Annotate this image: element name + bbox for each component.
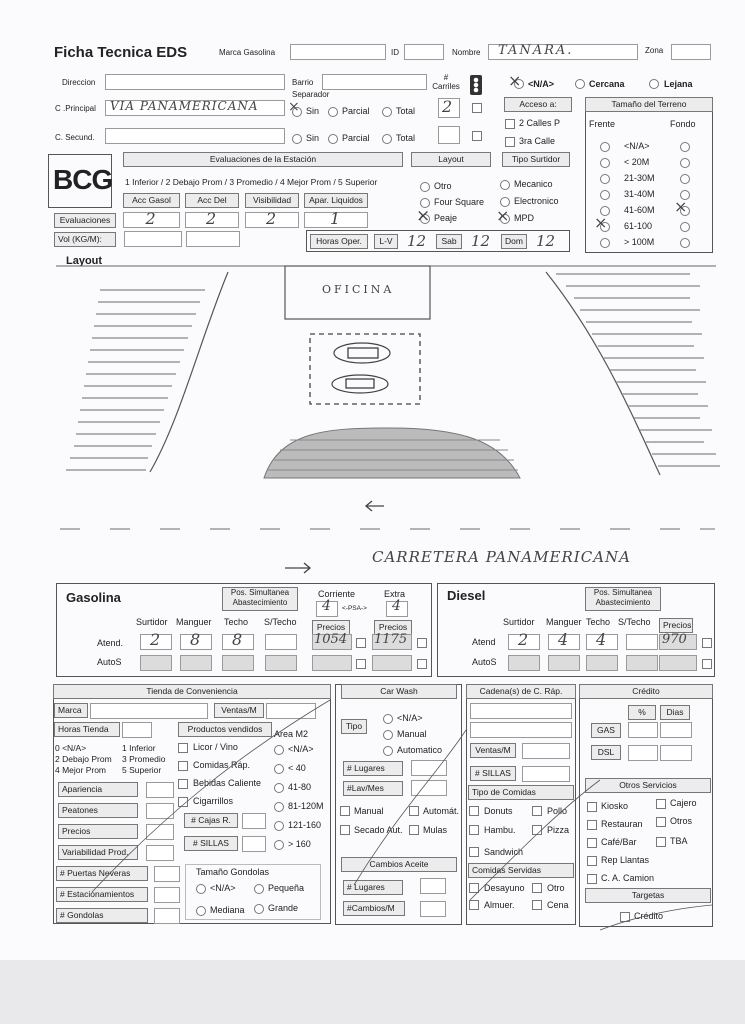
fondo-radio[interactable] [680,142,690,152]
almuer-label: Almuer. [484,900,515,910]
dom-value: 12 [536,232,556,250]
diesel-atend-value: 4 [558,630,569,649]
cprincipal-label: C .Principal [55,104,96,113]
carriles-label: # Carriles [432,73,460,91]
gasolina-column-header: Surtidor [136,617,168,627]
sec-total-radio[interactable] [382,134,392,144]
otros-label: Restauran [601,819,643,829]
diesel-autos-field[interactable] [586,655,618,671]
separador-sin-mark: × [288,99,300,115]
otro-label: Otro [547,883,565,893]
gasolina-autos-field[interactable] [140,655,172,671]
evaluaciones-title: Evaluaciones de la Estación [123,152,403,167]
terreno-option-label: 61-100 [624,221,653,231]
carwash-automat-check-label: Automát. [423,806,460,816]
gasolina-column-header: Manguer [176,617,212,627]
bcg-logo: BCG [53,164,113,195]
producto-label: Cigarrillos [193,796,234,806]
cambios-title: Cambios Aceite [341,857,457,872]
precio-corriente-check[interactable] [356,638,366,648]
autos-extra-check[interactable] [417,659,427,669]
gasolina-autos-field[interactable] [265,655,297,671]
carwash-auto-label: Automatico [397,745,443,755]
sketch-title: Layout [66,255,103,267]
otros-label: Rep Llantas [601,855,650,865]
gasolina-possim: Pos. Simultanea Abastecimiento [222,587,298,611]
frente-radio[interactable] [600,190,610,200]
otros-label: Kiosko [601,801,629,811]
area-label: > 160 [288,839,311,849]
gasolina-atend-value: 8 [190,630,201,649]
carwash-na-label: <N/A> [397,713,423,723]
carwash-manual-check-label: Manual [354,806,384,816]
extra-value: 4 [392,598,401,614]
marca-label: Marca Gasolina [219,48,276,57]
cprincipal-value: VIA PANAMERICANA [110,99,259,113]
separador-total-label: Total [396,106,416,116]
extra-label: Extra [384,589,406,599]
frente-radio[interactable] [600,174,610,184]
tienda-count-label: # Gondolas [56,908,148,923]
proximity-lejana-label: Lejana [664,79,693,89]
diesel-autos-check[interactable] [702,659,712,669]
otros-label: TBA [670,836,688,846]
diesel-column-header: S/Techo [618,617,651,627]
gasolina-precios-extra-label: Precios [374,620,412,635]
cadena-title: Cadena(s) de C. Ráp. [466,684,576,699]
marca-field[interactable] [290,44,386,60]
csecund-field[interactable] [105,128,285,144]
barrio-field[interactable] [322,74,427,90]
eval-value: 2 [206,209,217,228]
tienda-sillas-label: # SILLAS [184,836,238,851]
sec-parcial-radio[interactable] [328,134,338,144]
diesel-autos-label: AutoS [472,657,497,667]
surtidor-option-label: Electronico [514,196,559,206]
diesel-precio-value: 970 [662,632,687,647]
layout-label: Layout [411,152,491,167]
carwash-mulas-label: Mulas [423,825,448,835]
nombre-value: TANARA. [498,43,574,58]
tienda-eval-label: Variabilidad Prod. [58,845,138,860]
frente-radio[interactable] [600,238,610,248]
comidas-servidas-label: Comidas Servidas [468,863,574,878]
terreno-option-label: > 100M [624,237,655,247]
gondola-grande-label: Grande [268,903,299,913]
separador-parcial-label: Parcial [342,106,370,116]
terreno-option-label: < 20M [624,157,650,167]
fondo-mark: × [674,197,688,216]
layout-option-label: Otro [434,181,452,191]
gondola-na-label: <N/A> [210,883,236,893]
pen-strokes [0,680,745,980]
sab-value: 12 [471,232,491,250]
area-label: < 40 [288,763,306,773]
tipo-comidas-label: Tipo de Comidas [468,785,574,800]
terreno-option-label: 21-30M [624,173,655,183]
gasolina-atend-value: 2 [150,630,161,649]
carwash-lavmes-label: #Lav/Mes [343,781,403,796]
donuts-label: Donuts [484,806,513,816]
producto-label: Bebidas Caliente [193,778,262,788]
zona-field[interactable] [671,44,711,60]
barrio-label: Barrio [292,78,314,87]
tipo-surtidor-label: Tipo Surtidor [502,152,570,167]
eval-column-header: Acc Gasol [123,193,180,208]
area-label: 121-160 [288,820,322,830]
tienda-scale-item: 5 Superior [122,765,162,775]
diesel-possim: Pos. Simultanea Abastecimiento [585,587,661,611]
direccion-field[interactable] [105,74,285,90]
pct-label: % [628,705,656,720]
cambios-lugares-label: # Lugares [343,880,403,895]
sec-total-label: Total [396,133,416,143]
tienda-scale-item: 1 Inferior [122,743,156,753]
productos-label: Productos vendidos [178,722,272,737]
gas-label: GAS [591,723,621,738]
evaluaciones-row-label: Evaluaciones [54,213,116,228]
fondo-label: Fondo [670,119,696,129]
sandwich-label: Sandwich [484,847,524,857]
traffic-light-icon [469,74,483,96]
horas-tienda-label: Horas Tienda [54,722,120,737]
dias-label: Dias [660,705,690,720]
direccion-label: Direccion [62,78,96,87]
proximity-na-mark: × [508,71,522,90]
tienda-scale-item: 0 <N/A> [55,743,87,753]
eval-column-header: Visibilidad [245,193,299,208]
cadena-sillas-label: # SILLAS [470,766,516,781]
horas-label: Horas Oper. [310,234,368,249]
diesel-atend-value: 4 [596,630,607,649]
peaje-mark: × [416,206,431,226]
tercera-calle-label: 3ra Calle [519,136,556,146]
separador-total-radio[interactable] [382,107,392,117]
proximity-na-label: <N/A> [528,79,555,89]
terreno-option-label: 31-40M [624,189,655,199]
pollo-label: Pollo [547,806,568,816]
vol-field-2[interactable] [186,231,240,247]
credito-check-label: Crédito [634,911,664,921]
corriente-value: 4 [322,598,331,614]
producto-label: Licor / Vino [193,742,238,752]
station-sketch [0,250,745,580]
area-label: 81-120M [288,801,324,811]
tienda-count-label: # Puertas Neveras [56,866,148,881]
sec-sin-radio[interactable] [292,134,302,144]
separador-sin-label: Sin [306,106,320,116]
tienda-scale-item: 3 Promedio [122,754,166,764]
fondo-radio[interactable] [680,158,690,168]
proximity-cercana-label: Cercana [589,79,625,89]
carwash-secado-label: Secado Aut. [354,825,403,835]
sec-sin-label: Sin [306,133,320,143]
otros-label: Cajero [670,798,697,808]
gasolina-column-header: S/Techo [264,617,297,627]
lv-value: 12 [407,232,427,250]
credito-title: Crédito [579,684,713,699]
diesel-autos-precio-field[interactable] [659,655,697,671]
area-label: Area M2 [274,729,309,739]
diesel-autos-field[interactable] [508,655,540,671]
oficina-label: OFICINA [322,283,395,296]
diesel-column-header: Techo [586,617,611,627]
psa-label: <-PSA-> [342,605,367,612]
mpd-mark: × [496,206,510,225]
diesel-precios-label: Precios [659,618,693,633]
carretera-label: CARRETERA PANAMERICANA [372,548,631,566]
eval-value: 2 [266,209,277,228]
tienda-scale-item: 4 Mejor Prom [55,765,107,775]
id-field[interactable] [404,44,444,60]
otros-label: Otros [670,816,693,826]
tienda-count-label: # Estacionamientos [56,887,148,902]
diesel-column-header: Surtidor [503,617,535,627]
tienda-title: Tienda de Conveniencia [53,684,331,699]
targetas-title: Targetas [585,888,711,903]
precio-corriente-value: 1054 [314,632,348,647]
eval-value: 2 [145,209,156,228]
pizza-label: Pizza [547,825,570,835]
proximity-lejana-radio[interactable] [649,79,659,89]
frente-mark: × [594,213,608,232]
surtidor-option-label: Mecanico [514,179,553,189]
tercera-calle-check[interactable] [505,137,515,147]
sec-parcial-label: Parcial [342,133,370,143]
carwash-manual-label: Manual [397,729,427,739]
cajas-label: # Cajas R. [184,813,238,828]
otros-label: Café/Bar [601,837,637,847]
otros-label: C. A. Camion [601,873,655,883]
frente-label: Frente [589,119,616,129]
vol-field-1[interactable] [124,231,182,247]
separador-parcial-radio[interactable] [328,107,338,117]
carriles-check-2[interactable] [472,131,482,141]
tienda-eval-label: Apariencia [58,782,138,797]
frente-radio[interactable] [600,158,610,168]
eval-value: 1 [330,209,341,228]
gondolas-title: Tamaño Gondolas [196,867,270,877]
dos-calles-label: 2 Calles P [519,118,561,128]
gasolina-autos-label: AutoS [97,657,122,667]
autos-extra-field[interactable] [372,655,412,671]
gondola-mediana-label: Mediana [210,905,245,915]
frente-radio[interactable] [600,142,610,152]
autos-corriente-check[interactable] [356,659,366,669]
dom-label: Dom [501,234,527,249]
precio-extra-value: 1175 [374,632,408,647]
eval-column-header: Apar. Liquidos [304,193,368,208]
evaluaciones-scale: 1 Inferior / 2 Debajo Prom / 3 Promedio / 4 Mejor Prom / 5 Superior [125,177,378,187]
gasolina-autos-field[interactable] [180,655,212,671]
cambios-mes-label: #Cambios/M [343,901,405,916]
hambu-label: Hambu. [484,825,516,835]
carriles-value: 2 [442,97,453,116]
diesel-column-header: Manguer [546,617,582,627]
gasolina-precios-corriente-label: Precios [312,620,350,635]
terreno-option-label: <N/A> [624,141,650,151]
fondo-radio[interactable] [680,222,690,232]
diesel-autos-field[interactable] [548,655,580,671]
diesel-atend-label: Atend [472,637,496,647]
separador-label: Separador [292,90,330,99]
sab-label: Sab [436,234,462,249]
gasolina-atend-field[interactable] [265,634,297,650]
surtidor-radio[interactable] [500,180,510,190]
otros-servicios-title: Otros Servicios [585,778,711,793]
diesel-precio-check[interactable] [702,638,712,648]
gondola-pequena-label: Pequeña [268,883,305,893]
nombre-label: Nombre [452,48,481,57]
layout-option-label: Peaje [434,213,458,223]
tienda-eval-label: Precios [58,824,138,839]
gasolina-atend-label: Atend. [97,638,124,648]
tienda-ventas-label: Ventas/M [214,703,264,718]
carwash-title: Car Wash [341,684,457,699]
vol-label: Vol (KG/M): [54,232,116,247]
cadena-ventas-label: Ventas/M [470,743,516,758]
dos-calles-check[interactable] [505,119,515,129]
area-label: 41-80 [288,782,312,792]
carriles-field-2[interactable] [438,126,460,144]
diesel-autos-field[interactable] [626,655,658,671]
lv-label: L-V [374,234,398,249]
layout-radio[interactable] [420,182,430,192]
zona-label: Zona [645,46,664,55]
autos-corriente-field[interactable] [312,655,352,671]
gasolina-column-header: Techo [224,617,249,627]
gasolina-autos-field[interactable] [222,655,254,671]
precio-extra-check[interactable] [417,638,427,648]
terreno-option-label: 41-60M [624,205,655,215]
gasolina-atend-value: 8 [232,630,243,649]
layout-option-label: Four Square [434,197,485,207]
id-label: ID [391,48,399,57]
proximity-cercana-radio[interactable] [575,79,585,89]
form-title: Ficha Tecnica EDS [54,44,188,61]
carwash-tipo-label: Tipo [341,719,367,734]
producto-label: Comidas Ráp. [193,760,251,770]
desayuno-label: Desayuno [484,883,525,893]
surtidor-option-label: MPD [514,213,534,223]
carwash-lugares-label: # Lugares [343,761,403,776]
csecund-label: C. Secund. [55,133,95,142]
tienda-scale-item: 2 Debajo Prom [55,754,112,764]
acceso-label: Acceso a: [504,97,572,112]
eval-column-header: Acc Del [185,193,239,208]
corriente-label: Corriente [318,589,356,599]
diesel-title: Diesel [447,588,486,603]
dsl-label: DSL [591,745,621,760]
diesel-atend-field[interactable] [626,634,658,650]
tienda-marca-label: Marca [54,703,88,718]
area-label: <N/A> [288,744,314,754]
diesel-atend-value: 2 [518,630,529,649]
fondo-radio[interactable] [680,174,690,184]
carriles-check[interactable] [472,103,482,113]
cena-label: Cena [547,900,569,910]
fondo-radio[interactable] [680,238,690,248]
gasolina-title: Gasolina [66,590,121,605]
tienda-eval-label: Peatones [58,803,138,818]
terreno-title: Tamaño del Terreno [585,97,713,112]
